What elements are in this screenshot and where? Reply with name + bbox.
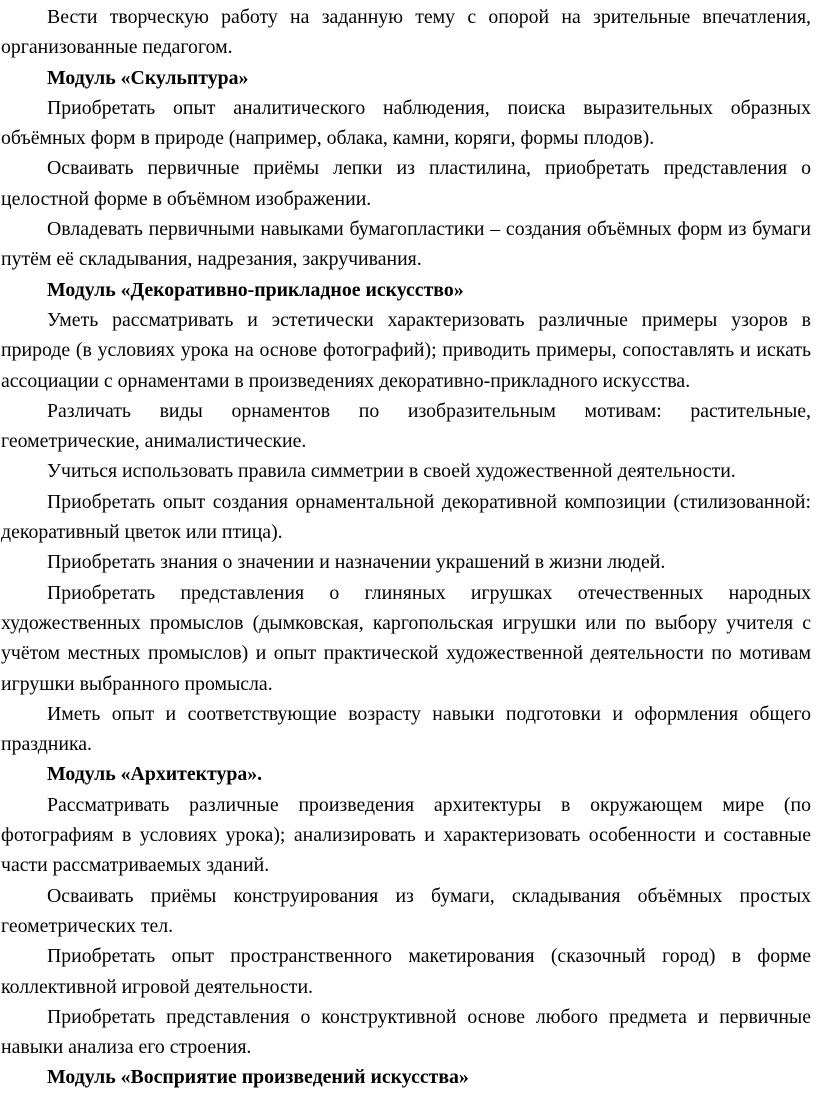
paragraph: Приобретать знания о значении и назначении украшений в жизни людей. <box>47 551 666 574</box>
paragraph: Осваивать первичные приёмы лепки из пластилина, приобретать представления о целостной форме в объёмном изображении. <box>1 157 811 210</box>
paragraph: Учиться использовать правила симметрии в своей художественной деятельности. <box>47 460 736 483</box>
paragraph: Овладевать первичными навыками бумагопластики – создания объёмных форм из бумаги путём её складывания, надрезания, закручивания. <box>1 218 811 271</box>
paragraph: Приобретать представления о глиняных игрушках отечественных народных художественных промыслов (дымковская, каргопольская игрушки или по выбору учителя с учётом местных промыслов) и опыт практической художественной деятельности по мотивам игрушки выбранного промысла. <box>1 581 811 695</box>
paragraph: Уметь рассматривать и эстетически характеризовать различные примеры узоров в природе (в условиях урока на основе фотографий); приводить примеры, сопоставлять и искать ассоциации с орнаментами в произведениях декоративно-прикладного искусства. <box>1 308 811 392</box>
section-heading-decorative-art: Модуль «Декоративно-прикладное искусство» <box>47 278 464 301</box>
paragraph: Иметь опыт и соответствующие возрасту навыки подготовки и оформления общего праздника. <box>1 702 811 756</box>
section-heading-architecture: Модуль «Архитектура». <box>47 763 263 786</box>
paragraph: Приобретать опыт аналитического наблюдения, поиска выразительных образных объёмных форм в природе (например, облака, камни, коряги, формы плодов). <box>1 96 811 150</box>
paragraph: Различать виды орнаментов по изобразительным мотивам: растительные, геометрические, анималистические. <box>1 399 811 453</box>
paragraph: Приобретать представления о конструктивной основе любого предмета и первичные навыки анализа его строения. <box>1 1005 811 1059</box>
paragraph: Вести творческую работу на заданную тему с опорой на зрительные впечатления, организованные педагогом. <box>1 6 811 59</box>
paragraph: Рассматривать различные произведения архитектуры в окружающем мире (по фотографиям в условиях урока); анализировать и характеризовать особенности и составные части рассматриваемых зданий. <box>1 793 811 877</box>
paragraph: Осваивать приёмы конструирования из бумаги, складывания объёмных простых геометрических тел. <box>1 884 811 937</box>
section-heading-art-perception: Модуль «Восприятие произведений искусства» <box>47 1066 469 1089</box>
paragraph: Приобретать опыт создания орнаментальной декоративной композиции (стилизованной: декоративный цветок или птица). <box>1 490 811 544</box>
section-heading-sculpture: Модуль «Скульптура» <box>47 66 249 89</box>
paragraph: Приобретать опыт пространственного макетирования (сказочный город) в форме коллективной игровой деятельности. <box>1 945 811 998</box>
